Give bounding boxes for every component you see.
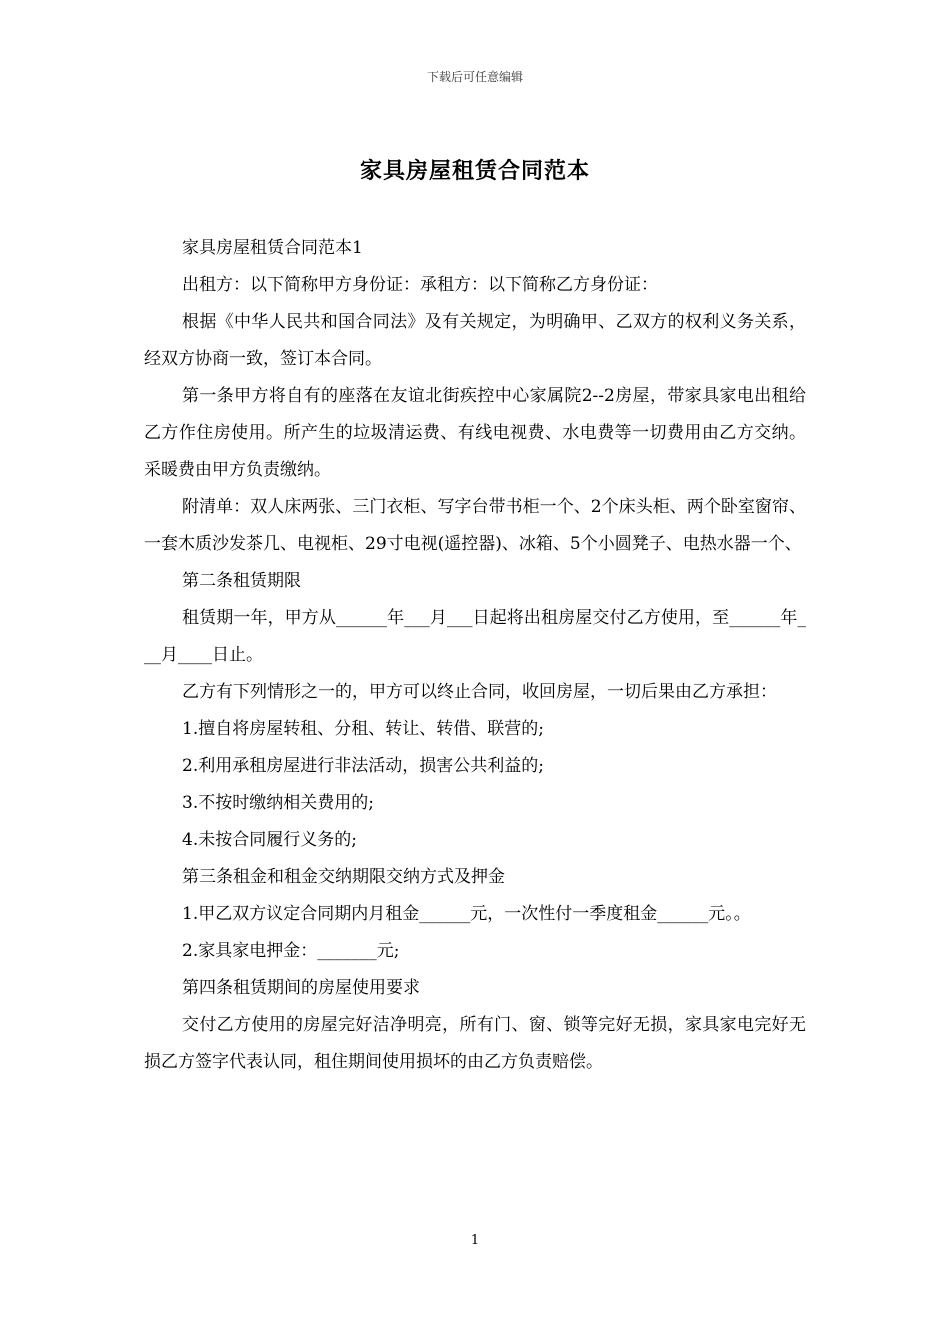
list-item-1: 1.擅自将房屋转租、分租、转让、转借、联营的; — [182, 719, 544, 739]
paragraph-parties: 出租方：以下简称甲方身份证：承租方：以下简称乙方身份证： — [182, 275, 658, 295]
document-title: 家具房屋租赁合同范本 — [359, 158, 590, 184]
list-item-3: 3.不按时缴纳相关费用的; — [182, 793, 374, 813]
heading-article-4: 第四条租赁期间的房屋使用要求 — [182, 978, 420, 998]
paragraph-article-1: 第一条甲方将自有的座落在友谊北街疾控中心家属院2--2房屋，带家具家电出租给乙方作住房使用。所产生的垃圾清运费、有线电视费、水电费等一切费用由乙方交纳。采暖费由甲方负责缴纳。 — [144, 386, 806, 480]
paragraph-lease-term: 租赁期一年，甲方从______年___月___日起将出租房屋交付乙方使用，至______年___月____日止。 — [144, 608, 806, 665]
page-number: 1 — [470, 1233, 480, 1248]
list-item-4: 4.未按合同履行义务的; — [182, 830, 357, 850]
paragraph-rent: 1.甲乙双方议定合同期内月租金______元，一次性付一季度租金______元。。 — [182, 904, 751, 924]
heading-article-3: 第三条租金和租金交纳期限交纳方式及押金 — [182, 867, 505, 887]
list-item-2: 2.利用承租房屋进行非法活动，损害公共利益的; — [182, 756, 544, 776]
paragraph-usage: 交付乙方使用的房屋完好洁净明亮，所有门、窗、锁等完好无损，家具家电完好无损乙方签字代表认同，租住期间使用损坏的由乙方负责赔偿。 — [144, 1015, 806, 1072]
paragraph-termination: 乙方有下列情形之一的，甲方可以终止合同，收回房屋，一切后果由乙方承担： — [182, 682, 777, 702]
header-note: 下载后可任意编辑 — [426, 70, 523, 84]
paragraph-preamble: 根据《中华人民共和国合同法》及有关规定，为明确甲、乙双方的权利义务关系，经双方协商一致，签订本合同。 — [144, 312, 806, 369]
document-body — [144, 230, 806, 1081]
heading-article-2: 第二条租赁期限 — [182, 571, 301, 591]
paragraph-inventory: 附清单：双人床两张、三门衣柜、写字台带书柜一个、2个床头柜、两个卧室窗帘、一套木质沙发茶几、电视柜、29寸电视(遥控器)、冰箱、5个小圆凳子、电热水器一个、 — [144, 497, 806, 554]
paragraph-deposit: 2.家具家电押金：_______元; — [182, 941, 400, 961]
paragraph-subtitle: 家具房屋租赁合同范本1 — [182, 238, 363, 258]
